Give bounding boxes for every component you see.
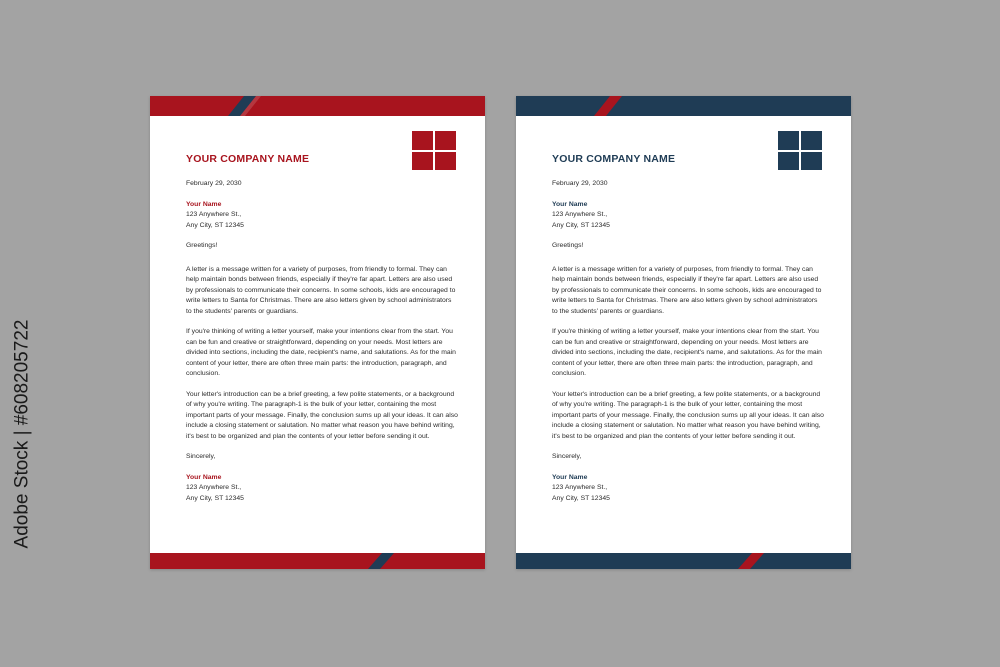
bottom-band-navy xyxy=(516,553,851,569)
four-square-grid-icon xyxy=(778,131,822,170)
closing: Sincerely, xyxy=(186,453,216,460)
letter-body xyxy=(552,179,824,504)
letterhead-navy xyxy=(516,96,851,569)
four-square-grid-icon xyxy=(412,131,456,170)
letter-body xyxy=(186,179,458,504)
bottom-band-red xyxy=(150,553,485,569)
paragraph-3: Your letter's introduction can be a brief greeting, a few polite statements, or a background of why you're writing. The paragraph-1 is the bulk of your letter, containing the most important parts of your message. Finally, the conclusion sums up all your ideas. It can also include a closing statement or salutation. No matter what reason you have behind writing, it's best to be organized and plan the contents of your letter before sending it out. xyxy=(186,390,458,440)
top-band-navy xyxy=(516,96,851,116)
sender-name: Your Name xyxy=(186,473,222,481)
recipient-address-line-1: 123 Anywhere St., xyxy=(186,211,242,218)
greeting: Greetings! xyxy=(186,242,218,249)
recipient-address-line-1: 123 Anywhere St., xyxy=(552,211,608,218)
sender-address-line-1: 123 Anywhere St., xyxy=(186,484,242,491)
company-name: YOUR COMPANY NAME xyxy=(552,153,676,165)
recipient-address-line-2: Any City, ST 12345 xyxy=(186,221,244,229)
sender-address-line-2: Any City, ST 12345 xyxy=(552,494,610,502)
closing: Sincerely, xyxy=(552,453,582,460)
paragraph-1: A letter is a message written for a variety of purposes, from friendly to formal. They can help maintain bonds between friends, especially if they're far apart. Letters are also used by professionals to communicate their concerns. In some schools, kids are encouraged to write letters to Santa for Christmas. There are also letters given by school administrators to the students' parents or guardians. xyxy=(186,265,456,315)
paragraph-2: If you're thinking of writing a letter yourself, make your intentions clear from the start. You can be fun and creative or straightforward, depending on your needs. Most letters are divided into sections, including the date, recipient's name, and salutations. As for the main content of your letter, there are often three main parts: the introduction, paragraph, and conclusion. xyxy=(552,328,822,377)
recipient-name: Your Name xyxy=(552,200,588,208)
letterhead-red xyxy=(150,96,485,569)
company-name: YOUR COMPANY NAME xyxy=(186,153,310,165)
paragraph-3: Your letter's introduction can be a brief greeting, a few polite statements, or a background of why you're writing. The paragraph-1 is the bulk of your letter, containing the most important parts of your message. Finally, the conclusion sums up all your ideas. It can also include a closing statement or salutation. No matter what reason you have behind writing, it's best to be organized and plan the contents of your letter before sending it out. xyxy=(552,390,824,440)
letter-date: February 29, 2030 xyxy=(186,180,242,187)
paragraph-2: If you're thinking of writing a letter yourself, make your intentions clear from the start. You can be fun and creative or straightforward, depending on your needs. Most letters are divided into sections, including the date, recipient's name, and salutations. As for the main content of your letter, there are often three main parts: the introduction, paragraph, and conclusion. xyxy=(186,328,456,377)
paragraph-1: A letter is a message written for a variety of purposes, from friendly to formal. They can help maintain bonds between friends, especially if they're far apart. Letters are also used by professionals to communicate their concerns. In some schools, kids are encouraged to write letters to Santa for Christmas. There are also letters given by school administrators to the students' parents or guardians. xyxy=(552,265,822,315)
sender-address-line-2: Any City, ST 12345 xyxy=(186,494,244,502)
recipient-name: Your Name xyxy=(186,200,222,208)
greeting: Greetings! xyxy=(552,242,584,249)
sender-address-line-1: 123 Anywhere St., xyxy=(552,484,608,491)
stock-id-label: Adobe Stock | #608205722 xyxy=(10,319,32,548)
top-band-red xyxy=(150,96,485,116)
sender-name: Your Name xyxy=(552,473,588,481)
letter-date: February 29, 2030 xyxy=(552,180,608,187)
recipient-address-line-2: Any City, ST 12345 xyxy=(552,221,610,229)
